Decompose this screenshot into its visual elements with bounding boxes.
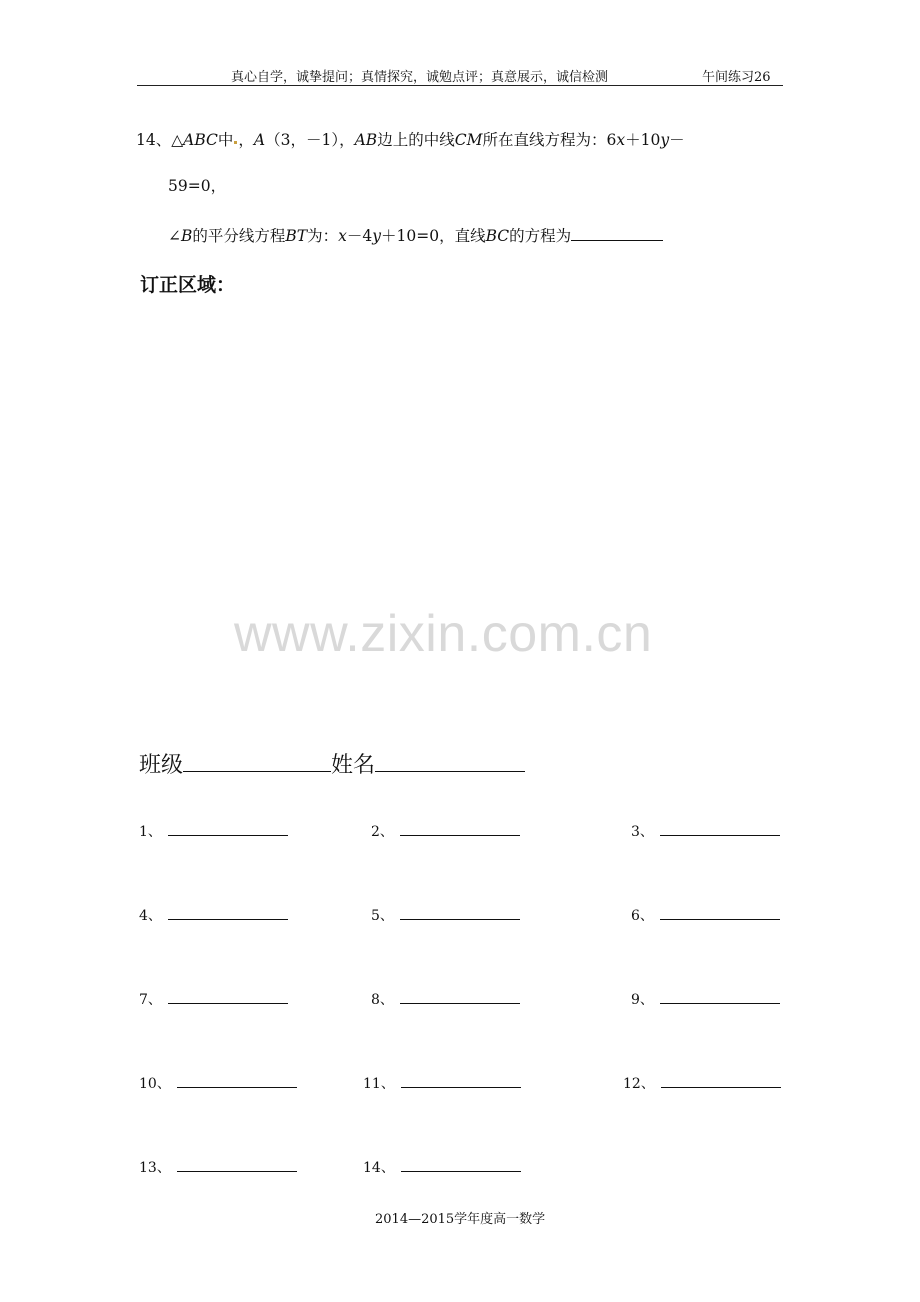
footer-text: 2014—2015学年度高一数学 xyxy=(375,1212,546,1227)
header-motto: 真心自学，诚挚提问；真情探究，诚勉点评；真意展示，诚信检测 xyxy=(231,70,609,85)
question-14-line-1: 14、△ABC中 ，A（3，－1），AB边上的中线CM所在直线方程为：6x＋10y－ xyxy=(136,131,685,149)
answer-blank[interactable] xyxy=(168,918,288,920)
answer-blank[interactable] xyxy=(400,918,520,920)
answer-blank[interactable] xyxy=(401,1170,521,1172)
header-rule xyxy=(137,85,783,86)
answer-item: 3、 xyxy=(631,821,780,841)
answer-blank[interactable] xyxy=(571,239,663,241)
answer-blank[interactable] xyxy=(660,834,780,836)
name-blank[interactable] xyxy=(375,770,525,772)
answer-item: 8、 xyxy=(371,989,520,1009)
class-label: 班级 xyxy=(139,753,184,778)
answer-item: 5、 xyxy=(371,905,520,925)
answer-blank[interactable] xyxy=(661,1086,781,1088)
header-title: 午间练习26 xyxy=(702,70,771,85)
answer-blank[interactable] xyxy=(168,834,288,836)
answer-blank[interactable] xyxy=(177,1086,297,1088)
mark-dot xyxy=(234,141,237,144)
answer-blank[interactable] xyxy=(660,1002,780,1004)
answer-item: 10、 xyxy=(139,1073,297,1093)
answer-item: 7、 xyxy=(139,989,288,1009)
answer-blank[interactable] xyxy=(177,1170,297,1172)
answer-item: 1、 xyxy=(139,821,288,841)
answer-item: 14、 xyxy=(363,1157,521,1177)
answer-blank[interactable] xyxy=(401,1086,521,1088)
correction-area-label: 订正区域： xyxy=(140,274,236,296)
question-14-line-2: 59=0， xyxy=(168,177,227,195)
answer-item: 9、 xyxy=(631,989,780,1009)
answer-blank[interactable] xyxy=(400,834,520,836)
answer-item: 6、 xyxy=(631,905,780,925)
question-14-line-3: ∠B的平分线方程BT为：x－4y＋10=0，直线BC的方程为 xyxy=(168,224,663,246)
answer-item: 11、 xyxy=(363,1073,521,1093)
class-blank[interactable] xyxy=(183,770,331,772)
answer-blank[interactable] xyxy=(660,918,780,920)
answer-blank[interactable] xyxy=(168,1002,288,1004)
answer-blank[interactable] xyxy=(400,1002,520,1004)
answer-item: 4、 xyxy=(139,905,288,925)
question-number: 14、 xyxy=(136,131,172,149)
answer-item: 2、 xyxy=(371,821,520,841)
class-name-row xyxy=(139,748,525,779)
name-label: 姓名 xyxy=(331,753,376,778)
answer-item: 13、 xyxy=(139,1157,297,1177)
answer-item: 12、 xyxy=(623,1073,781,1093)
watermark: www.zixin.com.cn xyxy=(234,605,653,663)
